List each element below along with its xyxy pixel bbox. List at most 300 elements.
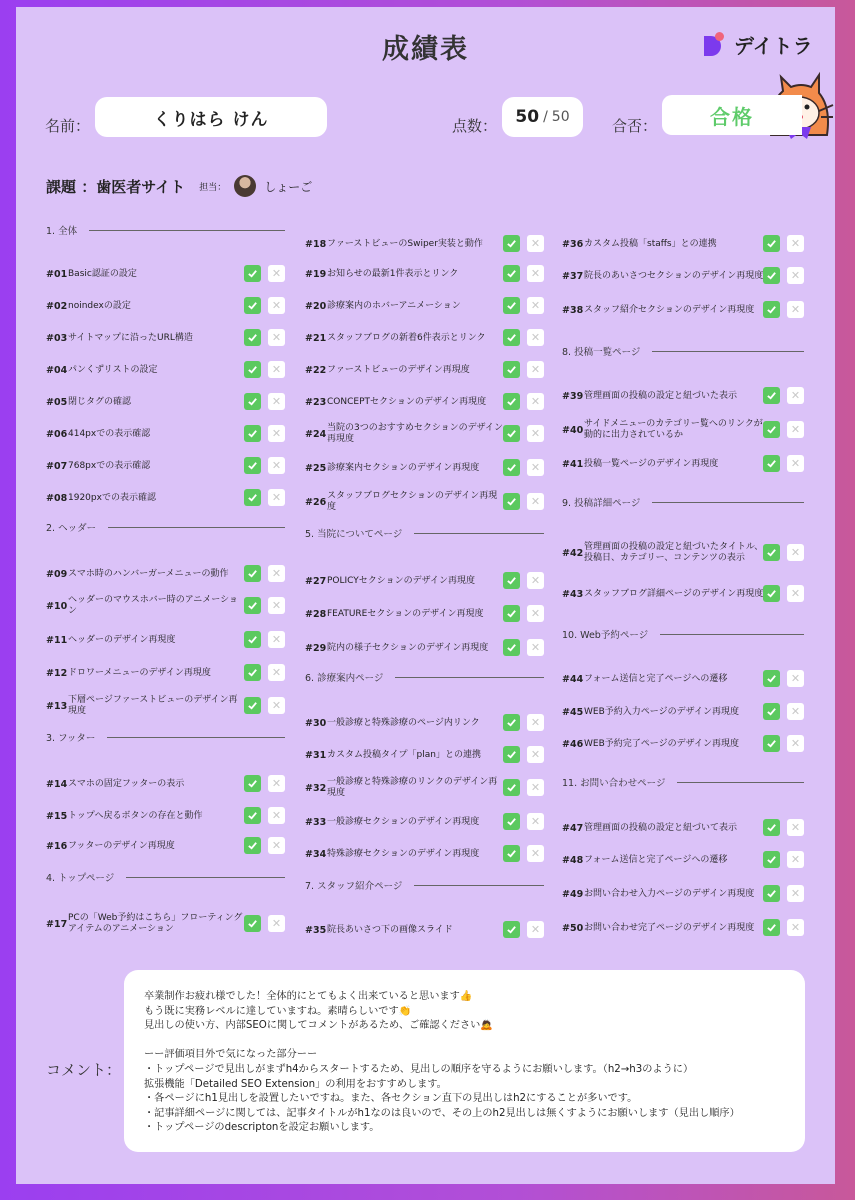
item-number: #34 xyxy=(305,848,327,860)
close-icon: ✕ xyxy=(271,363,282,376)
fail-checkbox[interactable] xyxy=(268,265,285,282)
pass-checkbox[interactable] xyxy=(244,425,261,442)
fail-checkbox[interactable] xyxy=(527,493,544,510)
item-text: 閉じタグの確認 xyxy=(68,396,132,407)
item-text: ヘッダーのデザイン再現度 xyxy=(68,634,176,645)
check-icon xyxy=(766,738,777,749)
checklist-item xyxy=(46,691,246,721)
item-number: #31 xyxy=(305,749,327,761)
item-number: #14 xyxy=(46,778,68,790)
section-divider xyxy=(126,877,285,878)
pass-checkbox[interactable] xyxy=(244,393,261,410)
pass-checkbox[interactable] xyxy=(763,819,780,836)
item-text: トップへ戻るボタンの存在と動作 xyxy=(68,810,203,821)
check-icon xyxy=(766,458,777,469)
section-title: 5. 当院についてページ xyxy=(305,529,403,540)
check-icon xyxy=(506,462,517,473)
pass-checkbox[interactable] xyxy=(763,544,780,561)
check-icon xyxy=(506,782,517,793)
pass-checkbox[interactable] xyxy=(503,746,520,763)
checklist-item xyxy=(46,591,246,621)
fail-checkbox[interactable] xyxy=(787,819,804,836)
item-text: Basic認証の設定 xyxy=(68,268,137,279)
score-label: 点数： xyxy=(452,117,498,135)
fail-checkbox[interactable] xyxy=(787,851,804,868)
comment-box xyxy=(124,970,805,1152)
checklist-item xyxy=(46,419,246,449)
item-text: POLICYセクションのデザイン再現度 xyxy=(327,575,475,586)
item-number: #40 xyxy=(562,424,584,436)
fail-checkbox[interactable] xyxy=(527,639,544,656)
pass-checkbox[interactable] xyxy=(503,393,520,410)
check-icon xyxy=(247,700,258,711)
fail-checkbox[interactable] xyxy=(527,779,544,796)
fail-checkbox[interactable] xyxy=(787,267,804,284)
check-icon xyxy=(506,268,517,279)
fail-checkbox[interactable] xyxy=(527,845,544,862)
fail-checkbox[interactable] xyxy=(527,746,544,763)
item-number: #25 xyxy=(305,462,327,474)
close-icon: ✕ xyxy=(530,641,541,654)
fail-checkbox[interactable] xyxy=(527,235,544,252)
section-divider xyxy=(677,782,804,783)
pass-checkbox[interactable] xyxy=(763,235,780,252)
check-icon xyxy=(766,424,777,435)
item-number: #28 xyxy=(305,608,327,620)
result-label: 合否： xyxy=(612,117,658,135)
check-icon xyxy=(247,840,258,851)
checklist-item xyxy=(305,839,505,869)
item-number: #36 xyxy=(562,238,584,250)
pass-checkbox[interactable] xyxy=(763,267,780,284)
fail-checkbox[interactable] xyxy=(787,387,804,404)
pass-checkbox[interactable] xyxy=(763,703,780,720)
fail-checkbox[interactable] xyxy=(268,837,285,854)
pass-checkbox[interactable] xyxy=(244,297,261,314)
fail-checkbox[interactable] xyxy=(268,297,285,314)
pass-checkbox[interactable] xyxy=(503,813,520,830)
checklist-item xyxy=(305,708,505,738)
item-text: 管理画面の投稿の設定と紐づいた表示 xyxy=(584,390,738,401)
fail-checkbox[interactable] xyxy=(527,329,544,346)
score-separator: / xyxy=(543,109,548,125)
fail-checkbox[interactable] xyxy=(268,807,285,824)
check-icon xyxy=(247,778,258,789)
section-header xyxy=(46,520,285,534)
pass-checkbox[interactable] xyxy=(503,425,520,442)
checklist-item xyxy=(562,697,766,727)
close-icon: ✕ xyxy=(790,546,801,559)
section-title: 11. お問い合わせページ xyxy=(562,778,666,789)
item-text: カスタム投稿「staffs」との連携 xyxy=(584,238,717,249)
fail-checkbox[interactable] xyxy=(787,301,804,318)
fail-checkbox[interactable] xyxy=(787,703,804,720)
item-number: #49 xyxy=(562,888,584,900)
item-text: PCの「Web予約はこちら」フローティングアイテムのアニメーション xyxy=(68,913,243,934)
item-text: スタッフブログの新着6件表示とリンク xyxy=(327,332,486,343)
pass-checkbox[interactable] xyxy=(244,915,261,932)
fail-checkbox[interactable] xyxy=(527,297,544,314)
item-text: FEATUREセクションのデザイン再現度 xyxy=(327,608,484,619)
pass-checkbox[interactable] xyxy=(244,837,261,854)
close-icon: ✕ xyxy=(530,331,541,344)
checklist-item xyxy=(46,801,246,831)
fail-checkbox[interactable] xyxy=(268,329,285,346)
fail-checkbox[interactable] xyxy=(268,775,285,792)
fail-checkbox[interactable] xyxy=(268,457,285,474)
pass-checkbox[interactable] xyxy=(244,597,261,614)
pass-checkbox[interactable] xyxy=(503,572,520,589)
pass-checkbox[interactable] xyxy=(503,265,520,282)
pass-checkbox[interactable] xyxy=(503,459,520,476)
fail-checkbox[interactable] xyxy=(268,489,285,506)
checklist-item xyxy=(562,261,766,291)
pass-checkbox[interactable] xyxy=(763,735,780,752)
item-text: 投稿一覧ページのデザイン再現度 xyxy=(584,458,719,469)
pass-checkbox[interactable] xyxy=(244,775,261,792)
pass-checkbox[interactable] xyxy=(503,845,520,862)
close-icon: ✕ xyxy=(271,599,282,612)
item-number: #16 xyxy=(46,840,68,852)
pass-checkbox[interactable] xyxy=(244,807,261,824)
check-icon xyxy=(506,749,517,760)
item-number: #10 xyxy=(46,600,68,612)
checklist-item xyxy=(562,449,766,479)
check-icon xyxy=(247,492,258,503)
fail-checkbox[interactable] xyxy=(527,393,544,410)
comment-line: ・記事詳細ページに関しては、記事タイトルがh1なのは良いので、その上のh2見出しは無くすようにお願いします（見出し順序） xyxy=(144,1107,740,1119)
check-icon xyxy=(766,854,777,865)
fail-checkbox[interactable] xyxy=(268,597,285,614)
item-text: WEB予約入力ページのデザイン再現度 xyxy=(584,706,739,717)
section-header xyxy=(46,730,285,744)
pass-checkbox[interactable] xyxy=(503,921,520,938)
pass-checkbox[interactable] xyxy=(503,329,520,346)
fail-checkbox[interactable] xyxy=(268,361,285,378)
item-number: #45 xyxy=(562,706,584,718)
item-number: #29 xyxy=(305,642,327,654)
pass-checkbox[interactable] xyxy=(244,664,261,681)
item-text: お問い合わせ入力ページのデザイン再現度 xyxy=(584,888,755,899)
pass-checkbox[interactable] xyxy=(503,714,520,731)
close-icon: ✕ xyxy=(790,269,801,282)
item-number: #27 xyxy=(305,575,327,587)
check-icon xyxy=(247,810,258,821)
section-header xyxy=(305,526,544,540)
fail-checkbox[interactable] xyxy=(787,455,804,472)
checklist-item xyxy=(46,909,246,939)
section-title: 6. 診療案内ページ xyxy=(305,673,384,684)
checklist-item xyxy=(46,769,246,799)
item-number: #38 xyxy=(562,304,584,316)
task-title: 課題 ：歯医者サイト xyxy=(46,177,186,196)
reviewer-name: しょーご xyxy=(264,179,313,194)
close-icon: ✕ xyxy=(790,853,801,866)
checklist-item xyxy=(562,415,766,445)
pass-checkbox[interactable] xyxy=(503,779,520,796)
fail-checkbox[interactable] xyxy=(268,631,285,648)
comment-line: 卒業制作お疲れ様でした！全体的にとてもよく出来ていると思います👍 xyxy=(144,991,473,1002)
item-text: 院内の様子セクションのデザイン再現度 xyxy=(327,642,489,653)
pass-checkbox[interactable] xyxy=(503,493,520,510)
score-box xyxy=(502,97,583,137)
check-icon xyxy=(766,390,777,401)
item-number: #30 xyxy=(305,717,327,729)
item-number: #18 xyxy=(305,238,327,250)
item-number: #43 xyxy=(562,588,584,600)
item-number: #33 xyxy=(305,816,327,828)
check-icon xyxy=(247,396,258,407)
check-icon xyxy=(506,575,517,586)
pass-checkbox[interactable] xyxy=(244,361,261,378)
score-total: 50 xyxy=(551,109,570,125)
item-number: #03 xyxy=(46,332,68,344)
item-number: #48 xyxy=(562,854,584,866)
checklist-item xyxy=(562,295,766,325)
pass-checkbox[interactable] xyxy=(503,605,520,622)
close-icon: ✕ xyxy=(271,491,282,504)
close-icon: ✕ xyxy=(790,672,801,685)
item-text: パンくずリストの設定 xyxy=(68,364,158,375)
item-text: 管理画面の投稿の設定と紐づいて表示 xyxy=(584,822,738,833)
checklist-item xyxy=(305,453,505,483)
pass-checkbox[interactable] xyxy=(244,565,261,582)
check-icon xyxy=(247,634,258,645)
close-icon: ✕ xyxy=(271,699,282,712)
close-icon: ✕ xyxy=(271,427,282,440)
section-header xyxy=(562,775,804,789)
checklist-item xyxy=(562,813,766,843)
check-icon xyxy=(247,332,258,343)
close-icon: ✕ xyxy=(530,847,541,860)
fail-checkbox[interactable] xyxy=(527,605,544,622)
fail-checkbox[interactable] xyxy=(787,670,804,687)
fail-checkbox[interactable] xyxy=(527,361,544,378)
item-text: スマホの固定フッターの表示 xyxy=(68,778,185,789)
item-text: 管理画面の投稿の設定と紐づいたタイトル、投稿日、カテゴリー、コンテンツの表示 xyxy=(584,542,764,563)
pass-checkbox[interactable] xyxy=(244,489,261,506)
fail-checkbox[interactable] xyxy=(527,572,544,589)
comment-line: 見出しの使い方、内部SEOに関してコメントがあるため、ご確認ください🙇 xyxy=(144,1020,494,1032)
check-icon xyxy=(766,706,777,717)
task-header xyxy=(46,175,312,197)
close-icon: ✕ xyxy=(530,299,541,312)
section-header xyxy=(46,223,285,237)
close-icon: ✕ xyxy=(790,423,801,436)
pass-checkbox[interactable] xyxy=(763,387,780,404)
fail-checkbox[interactable] xyxy=(527,265,544,282)
pass-checkbox[interactable] xyxy=(503,639,520,656)
page-title: 成績表 xyxy=(382,34,469,65)
check-icon xyxy=(506,364,517,375)
checklist-item xyxy=(562,538,766,568)
pass-checkbox[interactable] xyxy=(244,631,261,648)
item-text: 特殊診療セクションのデザイン再現度 xyxy=(327,848,480,859)
close-icon: ✕ xyxy=(271,567,282,580)
check-icon xyxy=(766,822,777,833)
item-text: ヘッダーのマウスホバー時のアニメーション xyxy=(68,595,238,616)
item-number: #39 xyxy=(562,390,584,402)
item-number: #50 xyxy=(562,922,584,934)
item-number: #26 xyxy=(305,496,327,508)
fail-checkbox[interactable] xyxy=(527,714,544,731)
check-icon xyxy=(506,608,517,619)
item-number: #42 xyxy=(562,547,584,559)
close-icon: ✕ xyxy=(271,267,282,280)
check-icon xyxy=(506,300,517,311)
pass-checkbox[interactable] xyxy=(763,585,780,602)
check-icon xyxy=(506,717,517,728)
logo-icon xyxy=(702,32,726,56)
item-number: #06 xyxy=(46,428,68,440)
item-number: #11 xyxy=(46,634,68,646)
checklist-item xyxy=(46,483,246,513)
pass-checkbox[interactable] xyxy=(763,455,780,472)
item-number: #22 xyxy=(305,364,327,376)
section-header xyxy=(46,870,285,884)
checklist-item xyxy=(562,664,766,694)
close-icon: ✕ xyxy=(271,777,282,790)
pass-checkbox[interactable] xyxy=(763,301,780,318)
checklist-item xyxy=(305,599,505,629)
close-icon: ✕ xyxy=(530,748,541,761)
pass-checkbox[interactable] xyxy=(244,265,261,282)
section-divider xyxy=(414,885,544,886)
section-divider xyxy=(652,351,804,352)
fail-checkbox[interactable] xyxy=(527,459,544,476)
fail-checkbox[interactable] xyxy=(787,585,804,602)
fail-checkbox[interactable] xyxy=(527,425,544,442)
check-icon xyxy=(506,428,517,439)
close-icon: ✕ xyxy=(530,395,541,408)
avatar xyxy=(234,175,256,197)
item-text: スタッフブログセクションのデザイン再現度 xyxy=(327,491,498,512)
item-text: スタッフブログ詳細ページのデザイン再現度 xyxy=(584,588,764,599)
checklist-item xyxy=(46,831,246,861)
section-title: 10. Web予約ページ xyxy=(562,630,649,641)
item-number: #44 xyxy=(562,673,584,685)
pass-checkbox[interactable] xyxy=(503,297,520,314)
section-header xyxy=(305,670,544,684)
pass-checkbox[interactable] xyxy=(763,919,780,936)
fail-checkbox[interactable] xyxy=(527,813,544,830)
close-icon: ✕ xyxy=(790,303,801,316)
item-number: #47 xyxy=(562,822,584,834)
fail-checkbox[interactable] xyxy=(268,425,285,442)
section-title: 9. 投稿詳細ページ xyxy=(562,498,641,509)
checklist-item xyxy=(305,633,505,663)
item-number: #05 xyxy=(46,396,68,408)
comment-line: 拡張機能「Detailed SEO Extension」の利用をおすすめします。 xyxy=(144,1078,447,1090)
checklist-item xyxy=(562,381,766,411)
close-icon: ✕ xyxy=(530,267,541,280)
fail-checkbox[interactable] xyxy=(268,565,285,582)
item-number: #09 xyxy=(46,568,68,580)
fail-checkbox[interactable] xyxy=(787,919,804,936)
name-label: 名前： xyxy=(45,117,91,135)
close-icon: ✕ xyxy=(530,815,541,828)
check-icon xyxy=(506,848,517,859)
close-icon: ✕ xyxy=(530,495,541,508)
item-text: ドロワーメニューのデザイン再現度 xyxy=(68,667,211,678)
checklist-item xyxy=(562,229,766,259)
pass-checkbox[interactable] xyxy=(763,421,780,438)
check-icon xyxy=(247,300,258,311)
checklist-item xyxy=(305,229,505,259)
fail-checkbox[interactable] xyxy=(787,235,804,252)
fail-checkbox[interactable] xyxy=(787,735,804,752)
pass-checkbox[interactable] xyxy=(244,457,261,474)
check-icon xyxy=(247,918,258,929)
fail-checkbox[interactable] xyxy=(787,885,804,902)
fail-checkbox[interactable] xyxy=(787,421,804,438)
close-icon: ✕ xyxy=(790,887,801,900)
pass-checkbox[interactable] xyxy=(503,361,520,378)
pass-checkbox[interactable] xyxy=(244,697,261,714)
checklist-item xyxy=(305,566,505,596)
item-text: ファーストビューのデザイン再現度 xyxy=(327,364,470,375)
close-icon: ✕ xyxy=(790,237,801,250)
fail-checkbox[interactable] xyxy=(268,393,285,410)
fail-checkbox[interactable] xyxy=(268,697,285,714)
checklist-item xyxy=(46,259,246,289)
check-icon xyxy=(506,396,517,407)
check-icon xyxy=(247,460,258,471)
pass-checkbox[interactable] xyxy=(503,235,520,252)
item-text: 診療案内のホバーアニメーション xyxy=(327,300,461,311)
item-text: 院長のあいさつセクションのデザイン再現度 xyxy=(584,270,764,281)
fail-checkbox[interactable] xyxy=(268,664,285,681)
checklist-item xyxy=(562,879,766,909)
close-icon: ✕ xyxy=(530,237,541,250)
close-icon: ✕ xyxy=(790,587,801,600)
close-icon: ✕ xyxy=(530,574,541,587)
section-title: 8. 投稿一覧ページ xyxy=(562,347,641,358)
check-icon xyxy=(247,667,258,678)
close-icon: ✕ xyxy=(271,459,282,472)
check-icon xyxy=(506,238,517,249)
checklist-item xyxy=(46,559,246,589)
fail-checkbox[interactable] xyxy=(527,921,544,938)
item-number: #12 xyxy=(46,667,68,679)
checklist-item xyxy=(305,487,505,517)
item-text: 一般診療と特殊診療のページ内リンク xyxy=(327,717,480,728)
fail-checkbox[interactable] xyxy=(268,915,285,932)
section-divider xyxy=(395,677,544,678)
pass-checkbox[interactable] xyxy=(763,851,780,868)
section-title: 4. トップページ xyxy=(46,873,115,884)
close-icon: ✕ xyxy=(790,705,801,718)
pass-checkbox[interactable] xyxy=(763,885,780,902)
item-text: 一般診療と特殊診療のリンクのデザイン再現度 xyxy=(327,777,498,798)
checklist-item xyxy=(46,323,246,353)
item-text: 1920pxでの表示確認 xyxy=(68,492,156,503)
section-title: 3. フッター xyxy=(46,733,96,744)
item-text: お問い合わせ完了ページのデザイン再現度 xyxy=(584,922,755,933)
item-number: #20 xyxy=(305,300,327,312)
section-divider xyxy=(108,527,285,528)
pass-checkbox[interactable] xyxy=(763,670,780,687)
pass-checkbox[interactable] xyxy=(244,329,261,346)
section-title: 2. ヘッダー xyxy=(46,523,97,534)
checklist-item xyxy=(562,579,766,609)
fail-checkbox[interactable] xyxy=(787,544,804,561)
item-text: ファーストビューのSwiper実装と動作 xyxy=(327,238,483,249)
checklist-item xyxy=(46,451,246,481)
close-icon: ✕ xyxy=(271,633,282,646)
check-icon xyxy=(506,332,517,343)
checklist-item xyxy=(305,915,505,945)
